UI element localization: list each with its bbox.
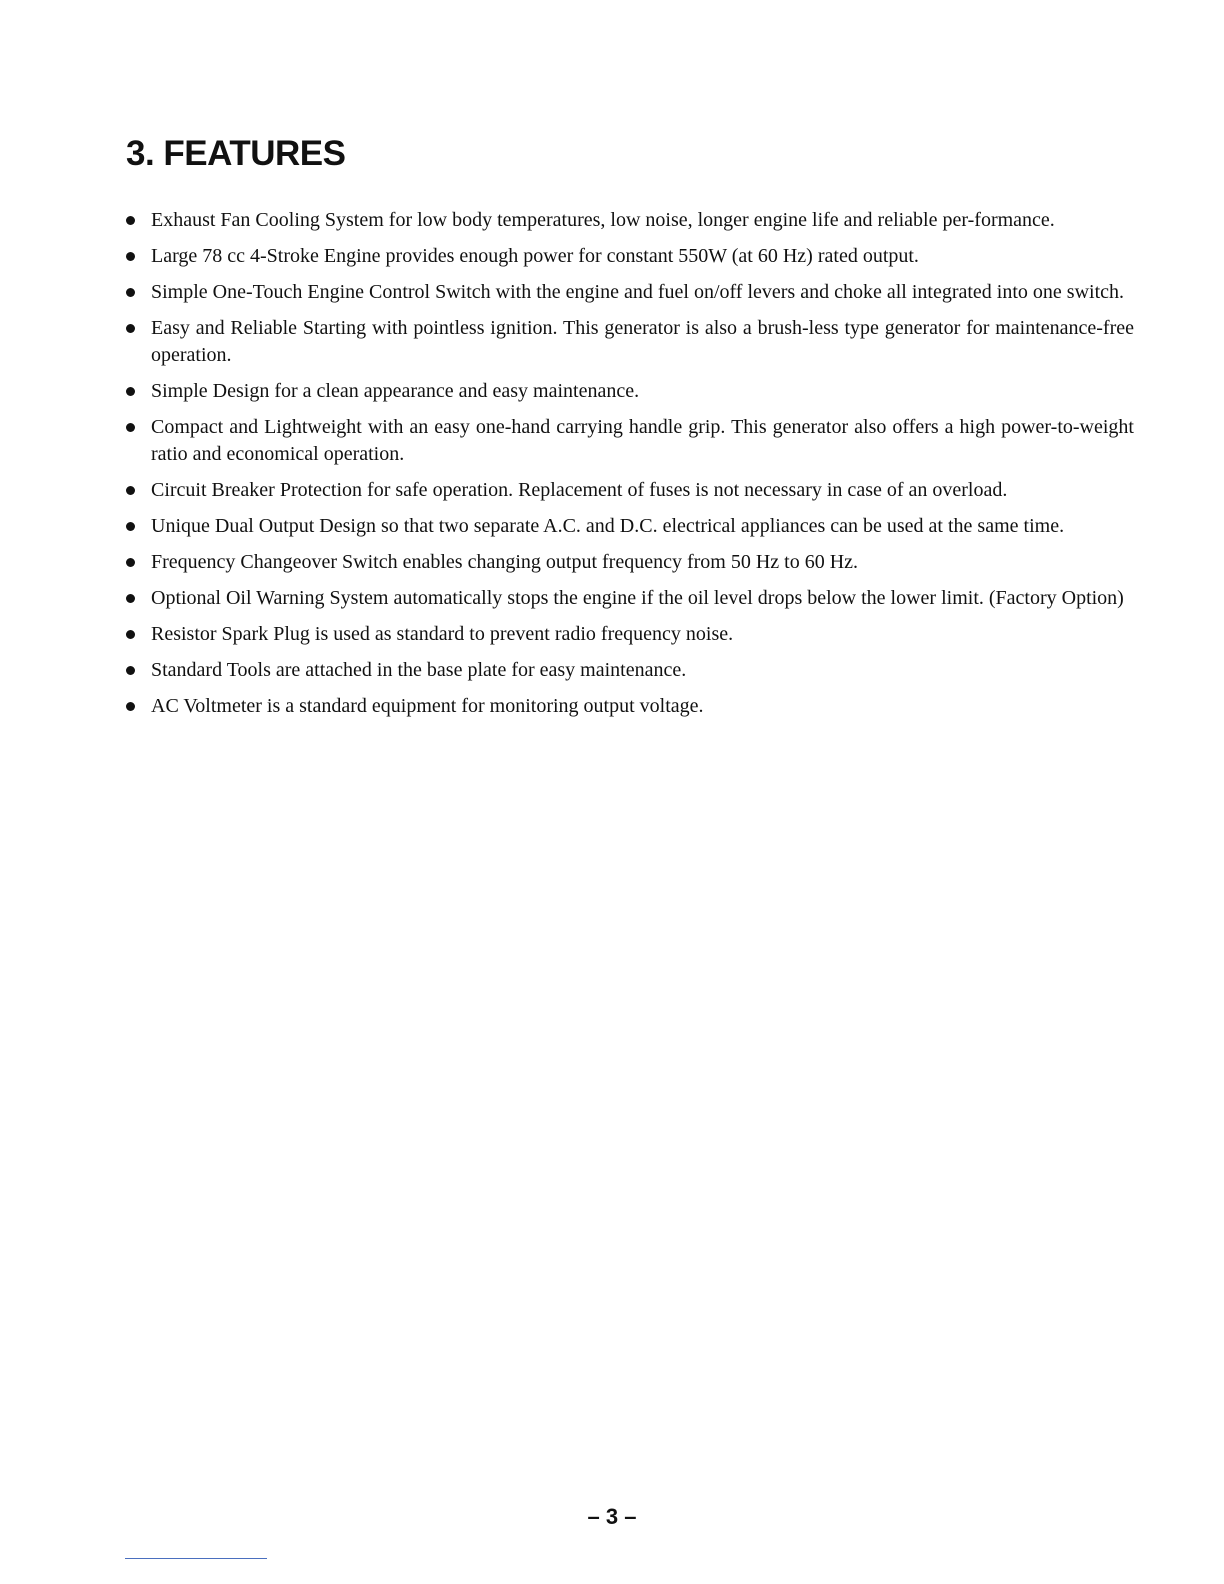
feature-text: Circuit Breaker Protection for safe operation. Replacement of fuses is not necessary in case of an overload. — [151, 479, 1008, 501]
bullet-icon — [126, 387, 135, 396]
bullet-icon — [126, 324, 135, 333]
list-item — [126, 657, 1134, 684]
feature-text: Easy and Reliable Starting with pointless ignition. This generator is also a brush-less type generator for maintenance-free operation. — [151, 317, 1134, 366]
feature-text: Resistor Spark Plug is used as standard to prevent radio frequency noise. — [151, 623, 734, 645]
feature-text: Exhaust Fan Cooling System for low body temperatures, low noise, longer engine life and reliable per-formance. — [151, 209, 1055, 231]
feature-text: Optional Oil Warning System automatically stops the engine if the oil level drops below the lower limit. (Factory Option) — [151, 587, 1124, 609]
feature-text: Simple One-Touch Engine Control Switch with the engine and fuel on/off levers and choke all integrated into one switch. — [151, 281, 1124, 303]
feature-text: Unique Dual Output Design so that two separate A.C. and D.C. electrical appliances can be used at the same time. — [151, 515, 1065, 537]
bullet-icon — [126, 288, 135, 297]
feature-text: AC Voltmeter is a standard equipment for monitoring output voltage. — [151, 695, 704, 717]
list-item — [126, 414, 1134, 468]
bullet-icon — [126, 216, 135, 225]
feature-text: Compact and Lightweight with an easy one-hand carrying handle grip. This generator also offers a high power-to-weight ratio and economical operation. — [151, 416, 1134, 465]
bullet-icon — [126, 252, 135, 261]
page-number: – 3 – — [587, 1504, 637, 1529]
list-item — [126, 378, 1134, 405]
list-item — [126, 513, 1134, 540]
list-item — [126, 693, 1134, 720]
footer-divider — [125, 1558, 267, 1559]
list-item — [126, 585, 1134, 612]
bullet-icon — [126, 666, 135, 675]
list-item — [126, 549, 1134, 576]
list-item — [126, 243, 1134, 270]
bullet-icon — [126, 486, 135, 495]
list-item — [126, 279, 1134, 306]
bullet-icon — [126, 702, 135, 711]
feature-list — [126, 207, 1134, 729]
page-title: 3. FEATURES — [126, 134, 346, 173]
bullet-icon — [126, 594, 135, 603]
bullet-icon — [126, 522, 135, 531]
list-item — [126, 621, 1134, 648]
list-item — [126, 315, 1134, 369]
bullet-icon — [126, 423, 135, 432]
list-item — [126, 207, 1134, 234]
feature-text: Frequency Changeover Switch enables changing output frequency from 50 Hz to 60 Hz. — [151, 551, 859, 573]
bullet-icon — [126, 630, 135, 639]
feature-text: Standard Tools are attached in the base plate for easy maintenance. — [151, 659, 687, 681]
list-item — [126, 477, 1134, 504]
bullet-icon — [126, 558, 135, 567]
feature-text: Large 78 cc 4-Stroke Engine provides enough power for constant 550W (at 60 Hz) rated output. — [151, 245, 919, 267]
feature-text: Simple Design for a clean appearance and easy maintenance. — [151, 380, 640, 402]
